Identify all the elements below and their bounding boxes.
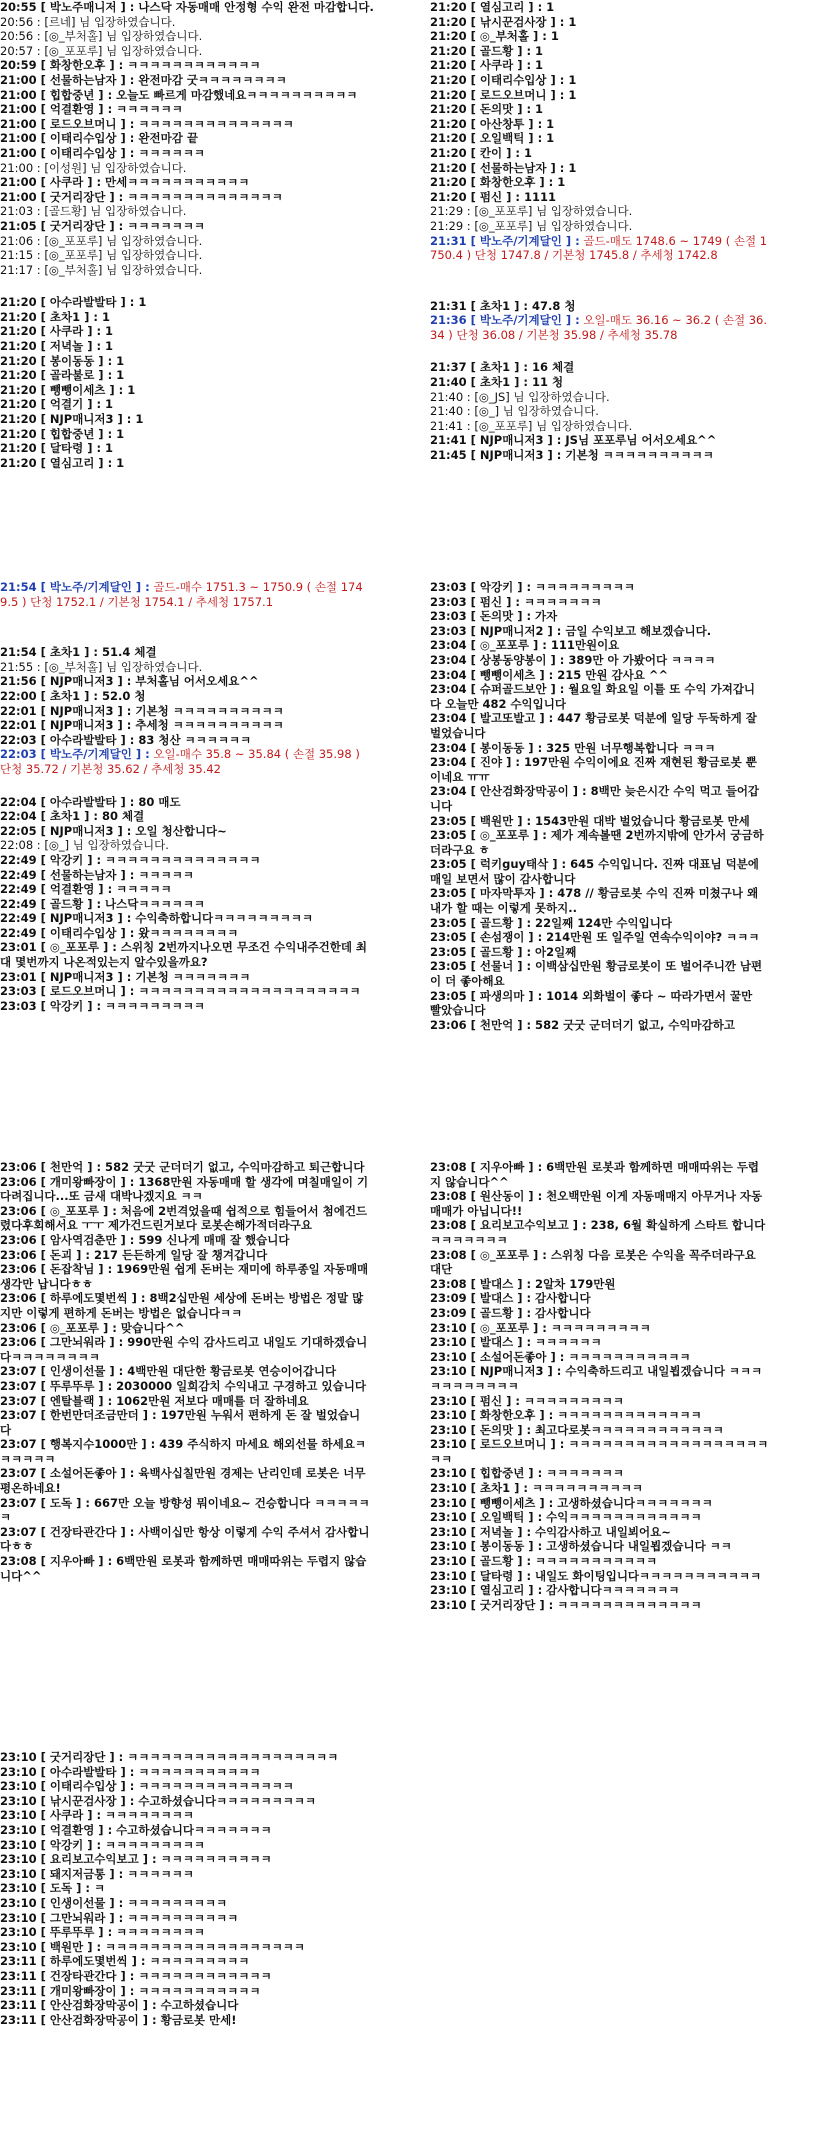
chat-lines	[430, 1160, 770, 1612]
chat-message: 23:04 [ 상봉동양봉이 ] : 389만 아 가봤어다 ㅋㅋㅋㅋ	[430, 652, 716, 667]
chat-message: 23:10 [ 굿거리장단 ] : ㅋㅋㅋㅋㅋㅋㅋㅋㅋㅋㅋㅋㅋ	[430, 1597, 702, 1612]
chat-message: 21:20 [ 힙합중년 ] : 1	[0, 426, 125, 441]
chat-signal-message	[430, 234, 770, 263]
chat-message: 23:10 [ 돼지저금통 ] : ㅋㅋㅋㅋㅋㅋ	[0, 1866, 194, 1881]
chat-message: 23:06 [ 돈잡착님 ] : 1969만원 쉽게 돈버는 재미에 하루종일 자동매매 생각만 납니다ㅎㅎ	[0, 1262, 369, 1291]
chat-message: 23:11 [ 하루에도몇번씩 ] : ㅋㅋㅋㅋㅋㅋㅋㅋㅋ	[0, 1954, 250, 1969]
chat-message: 23:10 [ 백원만 ] : ㅋㅋㅋㅋㅋㅋㅋㅋㅋㅋㅋㅋㅋㅋㅋㅋㅋㅋ	[0, 1939, 306, 1954]
chat-join-notice: 21:06 : [◎_포포루] 님 입장하였습니다.	[0, 233, 203, 248]
chat-message: 23:08 [ 요리보고수익보고 ] : 238, 6월 확실하게 스타트 합니다ㅋㅋㅋㅋㅋㅋㅋ	[430, 1218, 766, 1247]
chat-message: 23:05 [ 골드황 ] : 22일째 124만 수익입니다	[430, 915, 672, 930]
chat-message: 23:03 [ 악강키 ] : ㅋㅋㅋㅋㅋㅋㅋㅋㅋ	[430, 580, 636, 594]
chat-message: 22:05 [ NJP매니저3 ] : 오일 청산합니다~	[0, 823, 227, 838]
chat-message: 23:06 [ 하루에도몇번씩 ] : 8백2십만원 세상에 돈버는 방법은 정말 많지만 이렇게 편하게 돈버는 방법은 없습니다ㅋㅋ	[0, 1291, 364, 1320]
chat-lines	[0, 1160, 370, 1583]
chat-message: 23:07 [ 엔탈블랙 ] : 1062만원 저보다 매매를 더 잘하네요	[0, 1393, 309, 1408]
chat-message: 23:10 [ NJP매니저3 ] : 수익축하드리고 내일뵙겠습니다 ㅋㅋㅋㅋㅋㅋㅋㅋㅋㅋㅋ	[430, 1364, 763, 1393]
chat-message: 22:04 [ 초차1 ] : 80 체결	[0, 809, 145, 824]
chat-message: 21:20 [ 칸이 ] : 1	[430, 145, 532, 160]
chat-message: 23:10 [ 이태리수입상 ] : ㅋㅋㅋㅋㅋㅋㅋㅋㅋㅋㅋㅋㅋㅋ	[0, 1779, 294, 1794]
chat-join-notice: 20:57 : [◎_포포루] 님 입장하였습니다.	[0, 43, 203, 58]
chat-message: 23:05 [ 럭키guy태삭 ] : 645 수익입니다. 진짜 대표님 덕분에 매일 보면서 많이 감사합니다	[430, 857, 759, 886]
chat-message: 23:11 [ 안산검화장막공이 ] : 황금로봇 만세!	[0, 2012, 237, 2027]
chat-message: 22:01 [ NJP매니저3 ] : 기본청 ㅋㅋㅋㅋㅋㅋㅋㅋㅋㅋ	[0, 703, 284, 718]
chat-message: 21:20 [ 화창한오후 ] : 1	[430, 175, 566, 190]
chat-message: 23:10 [ 오일백틱 ] : 수익ㅋㅋㅋㅋㅋㅋㅋㅋㅋㅋㅋㅋ	[430, 1510, 702, 1525]
chat-message: 23:06 [ 개미왕빠장이 ] : 1368만원 자동매매 할 생각에 며칠매일이 기다려집니다...또 금새 대박나겠지요 ㅋㅋ	[0, 1174, 369, 1204]
chat-message: 23:10 [ 힙합중년 ] : ㅋㅋㅋㅋㅋㅋㅋ	[430, 1466, 624, 1481]
chat-message: 21:41 [ NJP매니저3 ] : JS님 포포루님 어서오세요^^	[430, 433, 717, 448]
chat-message: 22:49 [ 선물하는남자 ] : ㅋㅋㅋㅋㅋ	[0, 867, 194, 882]
chat-message: 21:20 [ 억결기 ] : 1	[0, 397, 114, 412]
chat-message: 23:05 [ ◎_포포루 ] : 제가 계속볼땐 2번까지밖에 안가서 궁금하더라구요 ㅎ	[430, 828, 764, 857]
chat-message: 21:00 [ 힙합중년 ] : 오늘도 빠르게 마감했네요ㅋㅋㅋㅋㅋㅋㅋㅋㅋㅋ	[0, 87, 358, 102]
signal-sender: 21:36 [ 박노주/기계달인 ] :	[430, 313, 580, 328]
chat-message: 21:20 [ 낚시꾼검사장 ] : 1	[430, 14, 577, 29]
chat-message: 22:04 [ 아수라발발타 ] : 80 매도	[0, 794, 181, 809]
chat-lines	[430, 0, 770, 463]
chat-message: 22:49 [ 악강키 ] : ㅋㅋㅋㅋㅋㅋㅋㅋㅋㅋㅋㅋㅋㅋ	[0, 852, 261, 867]
chat-join-notice: 22:08 : [◎_] 님 입장하였습니다.	[0, 838, 169, 853]
signal-sender: 21:54 [ 박노주/기계달인 ] :	[0, 580, 150, 594]
chat-message: 21:00 [ 억결환영 ] : ㅋㅋㅋㅋㅋㅋ	[0, 102, 183, 117]
chat-message: 23:06 [ ◎_포포루 ] : 처음에 2번격었을때 쉽적으로 힘들어서 첨에건드렸다후회해서요 ㅜㅜ 제가건드린거보다 로봇손해가적더라구요	[0, 1203, 368, 1233]
chat-signal-message	[0, 580, 370, 609]
chat-message: 23:10 [ 억결환영 ] : 수고하셨습니다ㅋㅋㅋㅋㅋㅋㅋ	[0, 1822, 272, 1837]
chat-spacer	[430, 342, 770, 360]
chat-message: 21:20 [ 뺑뺑이세츠 ] : 1	[0, 382, 136, 397]
chat-join-notice: 20:56 : [르네] 님 입장하였습니다.	[0, 14, 176, 29]
chat-message: 23:05 [ 손섬쟁이 ] : 214만원 또 일주일 연속수익이야? ㅋㅋㅋ	[430, 930, 760, 945]
chat-message: 22:49 [ NJP매니저3 ] : 수익축하합니다ㅋㅋㅋㅋㅋㅋㅋㅋㅋ	[0, 911, 314, 926]
chat-spacer	[430, 281, 770, 299]
chat-message: 23:10 [ 뺑뺑이세츠 ] : 고생하셨습니다ㅋㅋㅋㅋㅋㅋㅋ	[430, 1495, 713, 1510]
chat-message: 21:56 [ NJP매니저3 ] : 부처홀님 어서오세요^^	[0, 674, 259, 689]
chat-message: 23:10 [ 달타령 ] : 내일도 화이팅입니다ㅋㅋㅋㅋㅋㅋㅋㅋㅋㅋㅋ	[430, 1568, 762, 1583]
chat-join-notice: 21:40 : [◎_] 님 입장하였습니다.	[430, 404, 599, 419]
chat-join-notice: 20:56 : [◎_부처홀] 님 입장하였습니다.	[0, 29, 203, 44]
chat-message: 23:09 [ 발대스 ] : 감사합니다	[430, 1291, 591, 1306]
chat-join-notice: 21:03 : [골드황] 님 입장하였습니다.	[0, 204, 187, 219]
signal-text: 오일-매수 35.8 ~ 35.84 ( 손절 35.98 ) 단청 35.72 / 기본청 35.62 / 추세청 35.42	[0, 747, 360, 776]
chat-message: 21:20 [ 로드오브머니 ] : 1	[430, 87, 577, 102]
chat-message: 23:07 [ 건장타관간다 ] : 사백이십만 항상 이렇게 수익 주셔서 감사합니다ㅎㅎ	[0, 1524, 370, 1554]
chat-message: 23:10 [ 낚시꾼검사장 ] : 수고하셨습니다ㅋㅋㅋㅋㅋㅋㅋㅋㅋ	[0, 1793, 317, 1808]
chat-message: 23:06 [ ◎_포포루 ] : 맞습니다^^	[0, 1320, 185, 1335]
chat-log-panel-3	[0, 580, 370, 1110]
chat-message: 23:07 [ 인생이선물 ] : 4백만원 대단한 황금로봇 연승이어갑니다	[0, 1364, 337, 1379]
chat-message: 23:04 [ 봉이동동 ] : 325 만원 너무행복합니다 ㅋㅋㅋ	[430, 740, 716, 755]
chat-message: 23:06 [ 돈괴 ] : 217 든든하게 일당 잘 챙겨갑니다	[0, 1247, 268, 1262]
chat-message: 23:10 [ 펌신 ] : ㅋㅋㅋㅋㅋㅋㅋㅋㅋ	[430, 1393, 624, 1408]
chat-message: 23:07 [ 한번만더조금만더 ] : 197만원 누워서 편하게 돈 잘 벌었습니다	[0, 1408, 361, 1437]
chat-log-panel-6	[430, 1160, 770, 1680]
chat-message: 23:04 [ 진야 ] : 197만원 수익이에요 진짜 재현된 황금로봇 뿐이네요 ㅠㅠ	[430, 755, 757, 784]
chat-message: 21:00 [ 로드오브머니 ] : ㅋㅋㅋㅋㅋㅋㅋㅋㅋㅋㅋㅋㅋㅋ	[0, 116, 294, 131]
chat-message: 23:10 [ ◎_포포루 ] : ㅋㅋㅋㅋㅋㅋㅋㅋㅋ	[430, 1320, 651, 1335]
chat-message: 23:03 [ 악강키 ] : ㅋㅋㅋㅋㅋㅋㅋㅋㅋ	[0, 998, 206, 1013]
chat-message: 21:20 [ 펌신 ] : 1111	[430, 189, 556, 204]
chat-message: 23:10 [ 로드오브머니 ] : ㅋㅋㅋㅋㅋㅋㅋㅋㅋㅋㅋㅋㅋㅋㅋㅋㅋㅋㅋㅋ	[430, 1437, 769, 1466]
chat-spacer	[0, 627, 370, 645]
chat-message: 23:07 [ 소설어돈좋아 ] : 육백사십칠만원 경제는 난리인데 로봇은 너무 평온하네요!	[0, 1466, 366, 1496]
chat-message: 23:04 [ 슈퍼골드보안 ] : 월요일 화요일 이틀 또 수익 가져갑니다 오늘만 482 수익입니다	[430, 682, 756, 711]
chat-message: 22:00 [ 초차1 ] : 52.0 청	[0, 688, 146, 703]
signal-text: 골드-매도 1748.6 ~ 1749 ( 손절 1750.4 ) 단청 1747.8 / 기본청 1745.8 / 추세청 1742.8	[430, 233, 768, 263]
chat-lines	[0, 580, 370, 1013]
chat-join-notice: 21:00 : [이성원] 님 입장하였습니다.	[0, 160, 187, 175]
chat-message: 23:07 [ 행복지수1000만 ] : 439 주식하지 마세요 해외선물 하세요ㅋㅋㅋㅋㅋㅋ	[0, 1437, 366, 1466]
chat-message: 23:11 [ 개미왕빠장이 ] : ㅋㅋㅋㅋㅋㅋㅋㅋㅋㅋㅋ	[0, 1983, 261, 1998]
chat-message: 23:08 [ 발대스 ] : 2알차 179만원	[430, 1276, 616, 1291]
chat-message: 21:20 [ 선물하는남자 ] : 1	[430, 160, 577, 175]
chat-message: 21:20 [ 초차1 ] : 1	[0, 309, 110, 324]
chat-join-notice: 21:41 : [◎_포포루] 님 입장하였습니다.	[430, 418, 633, 433]
chat-message: 23:10 [ 화창한오후 ] : ㅋㅋㅋㅋㅋㅋㅋㅋㅋㅋㅋㅋㅋ	[430, 1408, 702, 1423]
chat-message: 23:05 [ 백원만 ] : 1543만원 대박 벌었습니다 황금로봇 만세	[430, 813, 750, 828]
chat-message: 23:10 [ 아수라발발타 ] : ㅋㅋㅋㅋㅋㅋㅋㅋㅋㅋㅋ	[0, 1764, 261, 1779]
chat-log-panel-2	[430, 0, 770, 525]
chat-lines	[430, 580, 765, 1032]
chat-join-notice: 21:15 : [◎_포포루] 님 입장하였습니다.	[0, 248, 203, 263]
chat-message: 20:55 [ 박노주매니저 ] : 나스닥 자동매매 안정형 수익 완전 마감합니다.	[0, 0, 374, 14]
chat-message: 21:20 [ 아산창투 ] : 1	[430, 116, 555, 131]
chat-message: 23:04 [ ◎_포포루 ] : 111만원이요	[430, 638, 620, 653]
chat-message: 23:04 [ 뺑뺑이세츠 ] : 215 만원 감사요 ^^	[430, 667, 669, 682]
chat-message: 23:10 [ 악강키 ] : ㅋㅋㅋㅋㅋㅋㅋㅋㅋ	[0, 1837, 206, 1852]
chat-message: 21:20 [ NJP매니저3 ] : 1	[0, 412, 144, 427]
chat-message: 21:20 [ 아수라발발타 ] : 1	[0, 295, 147, 310]
chat-message: 21:00 [ 사쿠라 ] : 만세ㅋㅋㅋㅋㅋㅋㅋㅋㅋㅋㅋ	[0, 175, 250, 190]
chat-join-notice: 21:29 : [◎_포포루] 님 입장하였습니다.	[430, 204, 633, 219]
chat-lines	[0, 0, 400, 470]
chat-message: 21:20 [ 열심고리 ] : 1	[0, 455, 125, 470]
chat-message: 23:10 [ 인생이선물 ] : ㅋㅋㅋㅋㅋㅋㅋㅋㅋ	[0, 1895, 228, 1910]
chat-message: 23:10 [ 봉이동동 ] : 고생하셨습니다 내일뵙겠습니다 ㅋㅋ	[430, 1539, 732, 1554]
chat-message: 23:11 [ 건장타관간다 ] : ㅋㅋㅋㅋㅋㅋㅋㅋㅋㅋㅋㅋ	[0, 1968, 272, 1983]
chat-spacer	[0, 777, 370, 795]
signal-sender: 22:03 [ 박노주/기계달인 ] :	[0, 747, 150, 762]
chat-message: 22:01 [ NJP매니저3 ] : 추세청 ㅋㅋㅋㅋㅋㅋㅋㅋㅋㅋ	[0, 718, 284, 733]
chat-message: 23:03 [ NJP매니저2 ] : 금일 수익보고 해보겠습니다.	[430, 623, 712, 638]
chat-message: 23:06 [ 천만억 ] : 582 굿굿 군더더기 없고, 수익마감하고	[430, 1017, 735, 1032]
chat-message: 22:49 [ 억결환영 ] : ㅋㅋㅋㅋㅋ	[0, 882, 172, 897]
chat-message: 21:20 [ 이태리수입상 ] : 1	[430, 72, 577, 87]
chat-message: 23:08 [ ◎_포포루 ] : 스위칭 다음 로봇은 수익을 꼭주더라구요 대단	[430, 1247, 756, 1277]
chat-message: 22:49 [ 골드황 ] : 나스닥ㅋㅋㅋㅋㅋㅋ	[0, 896, 206, 911]
chat-message: 23:04 [ 안산검화장막공이 ] : 8백만 늦은시간 수익 먹고 들어갑니다	[430, 784, 760, 813]
chat-join-notice: 21:55 : [◎_부처홀] 님 입장하였습니다.	[0, 659, 203, 674]
chat-message: 20:59 [ 화창한오후 ] : ㅋㅋㅋㅋㅋㅋㅋㅋㅋㅋㅋㅋ	[0, 58, 261, 73]
chat-message: 21:20 [ 오일백틱 ] : 1	[430, 131, 555, 146]
chat-message: 23:10 [ 열심고리 ] : 감사합니다ㅋㅋㅋㅋㅋㅋㅋ	[430, 1583, 680, 1598]
chat-message: 21:00 [ 이태리수입상 ] : 완전마감 끝	[0, 131, 198, 146]
chat-message: 21:40 [ 초차1 ] : 11 청	[430, 375, 564, 390]
chat-signal-message	[430, 313, 770, 342]
signal-text: 골드-매수 1751.3 ~ 1750.9 ( 손절 1749.5 ) 단청 1752.1 / 기본청 1754.1 / 추세청 1757.1	[0, 580, 363, 609]
chat-message: 23:10 [ 돈의맛 ] : 최고다로봇ㅋㅋㅋㅋㅋㅋㅋㅋㅋㅋㅋㅋ	[430, 1422, 724, 1437]
chat-message: 23:10 [ 굿거리장단 ] : ㅋㅋㅋㅋㅋㅋㅋㅋㅋㅋㅋㅋㅋㅋㅋㅋㅋㅋㅋ	[0, 1750, 339, 1764]
chat-message: 23:06 [ 천만억 ] : 582 굿굿 군더더기 없고, 수익마감하고 퇴근합니다	[0, 1160, 365, 1174]
chat-message: 23:05 [ 골드황 ] : 아2일째	[430, 944, 577, 959]
chat-message: 23:10 [ 그만뇌워라 ] : ㅋㅋㅋㅋㅋㅋㅋㅋㅋㅋ	[0, 1910, 239, 1925]
chat-message: 23:10 [ 도독 ] : ㅋ	[0, 1881, 106, 1896]
chat-message: 21:54 [ 초차1 ] : 51.4 체결	[0, 645, 157, 660]
chat-message: 23:05 [ 마자막투자 ] : 478 // 황금로봇 수익 진짜 미쳤구나 왜 내가 할 때는 이렇게 못하지..	[430, 886, 759, 916]
chat-message: 23:07 [ 뚜루뚜루 ] : 2030000 일희감치 수익내고 구경하고 있습니다	[0, 1378, 366, 1393]
chat-message: 23:10 [ 저녁놀 ] : 수익감사하고 내일뵈어요~	[430, 1524, 671, 1539]
chat-log-panel-1	[0, 0, 400, 525]
chat-message: 21:05 [ 굿거리장단 ] : ㅋㅋㅋㅋㅋㅋㅋ	[0, 218, 206, 233]
chat-message: 23:08 [ 원산동이 ] : 천오백만원 이게 자동매매지 아무거나 자동매매가 아닙니다!!	[430, 1189, 763, 1218]
chat-message: 23:08 [ 지우아빠 ] : 6백만원 로봇과 함께하면 매매따위는 두렵지 않습니다^^	[430, 1160, 760, 1189]
chat-message: 23:03 [ 펌신 ] : ㅋㅋㅋㅋㅋㅋㅋ	[430, 594, 602, 609]
chat-message: 23:10 [ 요리보고수익보고 ] : ㅋㅋㅋㅋㅋㅋㅋㅋㅋㅋ	[0, 1852, 272, 1867]
chat-spacer	[0, 609, 370, 627]
chat-message: 23:10 [ 사쿠라 ] : ㅋㅋㅋㅋㅋㅋㅋㅋ	[0, 1808, 194, 1823]
chat-message: 21:00 [ 굿거리장단 ] : ㅋㅋㅋㅋㅋㅋㅋㅋㅋㅋㅋㅋㅋㅋ	[0, 189, 283, 204]
chat-signal-message	[0, 747, 370, 776]
chat-message: 23:07 [ 도독 ] : 667만 오늘 방향성 뭐이네요~ 건승합니다 ㅋㅋㅋㅋㅋㅋ	[0, 1495, 370, 1525]
chat-message: 23:11 [ 안산검화장막공이 ] : 수고하셨습니다	[0, 1998, 239, 2013]
chat-join-notice: 21:29 : [◎_포포루] 님 입장하였습니다.	[430, 218, 633, 233]
chat-message: 23:09 [ 골드황 ] : 감사합니다	[430, 1305, 591, 1320]
chat-message: 21:20 [ 골라불로 ] : 1	[0, 368, 125, 383]
chat-spacer	[0, 277, 400, 295]
chat-message: 21:37 [ 초차1 ] : 16 체결	[430, 360, 575, 375]
chat-log-panel-5	[0, 1160, 370, 1680]
chat-spacer	[430, 263, 770, 281]
chat-message: 23:05 [ 선물너 ] : 이백삼십만원 황금로봇이 또 벌어주니깐 남편이 더 좋아해요	[430, 959, 763, 989]
chat-join-notice: 21:17 : [◎_부처홀] 님 입장하였습니다.	[0, 262, 203, 277]
chat-message: 21:00 [ 이태리수입상 ] : ㅋㅋㅋㅋㅋㅋ	[0, 145, 206, 160]
chat-message: 23:10 [ 초차1 ] : ㅋㅋㅋㅋㅋㅋㅋㅋㅋㅋ	[430, 1481, 644, 1496]
chat-message: 22:49 [ 이태리수입상 ] : 왔ㅋㅋㅋㅋㅋㅋㅋㅋ	[0, 925, 239, 940]
chat-message: 21:20 [ 저녁놀 ] : 1	[0, 339, 114, 354]
chat-message: 21:00 [ 선물하는남자 ] : 완전마감 굿ㅋㅋㅋㅋㅋㅋㅋㅋ	[0, 72, 287, 87]
chat-lines	[0, 1750, 340, 2027]
chat-log-panel-7	[0, 1750, 340, 2150]
chat-message: 23:06 [ 그만뇌워라 ] : 990만원 수익 감사드리고 내일도 기대하겠습니다ㅋㅋㅋㅋㅋㅋㅋㅋ	[0, 1335, 368, 1364]
chat-message: 23:10 [ 소설어돈좋아 ] : ㅋㅋㅋㅋㅋㅋㅋㅋㅋㅋㅋ	[430, 1349, 691, 1364]
chat-message: 23:10 [ 발대스 ] : ㅋㅋㅋㅋㅋㅋ	[430, 1335, 602, 1350]
chat-message: 23:04 [ 발고또발고 ] : 447 황금로봇 덕분에 일당 두둑하게 잘 벌었습니다	[430, 711, 757, 740]
chat-message: 23:06 [ 암사역검춘만 ] : 599 신나게 매매 잘 했습니다	[0, 1232, 290, 1247]
chat-message: 21:20 [ 달타령 ] : 1	[0, 441, 114, 456]
chat-message: 22:03 [ 아수라발발타 ] : 83 청산 ㅋㅋㅋㅋㅋㅋ	[0, 732, 252, 747]
chat-message: 21:20 [ 사쿠라 ] : 1	[0, 324, 114, 339]
signal-text: 오일-매도 36.16 ~ 36.2 ( 손절 36.34 ) 단청 36.08 / 기본청 35.98 / 추세청 35.78	[430, 313, 768, 342]
chat-message: 23:10 [ 뚜루뚜루 ] : ㅋㅋㅋㅋㅋㅋㅋㅋ	[0, 1925, 206, 1940]
chat-join-notice: 21:40 : [◎_JS] 님 입장하였습니다.	[430, 389, 610, 404]
chat-message: 21:20 [ 사쿠라 ] : 1	[430, 58, 544, 73]
chat-message: 23:10 [ 골드황 ] : ㅋㅋㅋㅋㅋㅋㅋㅋㅋㅋㅋ	[430, 1554, 658, 1569]
signal-sender: 21:31 [ 박노주/기계달인 ] :	[430, 233, 580, 248]
chat-message: 21:20 [ 골드황 ] : 1	[430, 43, 544, 58]
chat-message: 23:01 [ NJP매니저3 ] : 기본청 ㅋㅋㅋㅋㅋㅋㅋ	[0, 969, 251, 984]
chat-message: 23:03 [ 로드오브머니 ] : ㅋㅋㅋㅋㅋㅋㅋㅋㅋㅋㅋㅋㅋㅋㅋㅋㅋㅋㅋㅋ	[0, 984, 361, 999]
chat-message: 23:05 [ 파생의마 ] : 1014 외화벌이 좋다 ~ 따라가면서 꿀만 빨았습니다	[430, 988, 753, 1018]
chat-message: 21:20 [ 돈의맛 ] : 1	[430, 102, 544, 117]
chat-message: 23:08 [ 지우아빠 ] : 6백만원 로봇과 함께하면 매매따위는 두렵지 않습니다^^	[0, 1554, 367, 1583]
chat-message: 23:03 [ 돈의맛 ] : 가자	[430, 609, 558, 624]
chat-log-panel-4	[430, 580, 765, 1110]
chat-message: 23:01 [ ◎_포포루 ] : 스위칭 2번까지나오면 무조건 수익내주건한데 최대 몇번까지 나온적있는지 알수있을까요?	[0, 940, 368, 970]
chat-message: 21:20 [ 열심고리 ] : 1	[430, 0, 555, 14]
chat-message: 21:45 [ NJP매니저3 ] : 기본청 ㅋㅋㅋㅋㅋㅋㅋㅋㅋㅋ	[430, 448, 714, 463]
chat-message: 21:20 [ 봉이동동 ] : 1	[0, 353, 125, 368]
chat-message: 21:20 [ ◎_부처홀 ] : 1	[430, 29, 559, 44]
chat-message: 21:31 [ 초차1 ] : 47.8 청	[430, 298, 576, 313]
